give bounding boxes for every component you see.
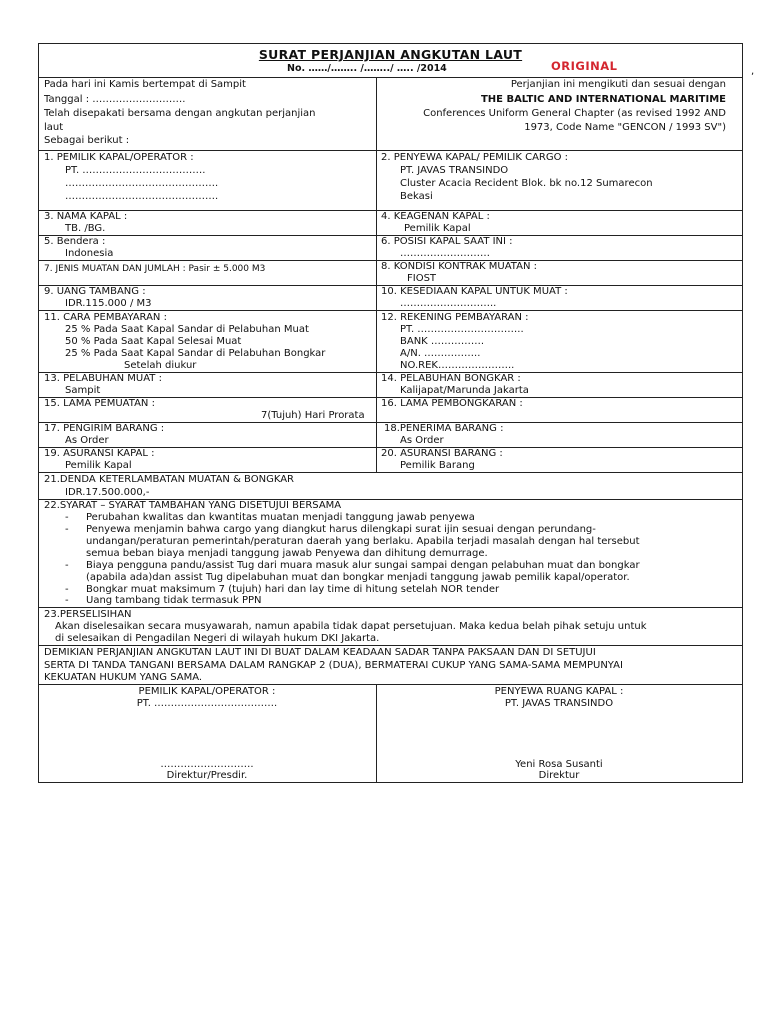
intro-left-line: Telah disepakati bersama dengan angkutan perjanjian — [44, 108, 316, 119]
intro-row — [39, 77, 742, 151]
row-13-14 — [39, 373, 742, 398]
section-2-line: Bekasi — [400, 191, 433, 202]
sign-left-title: Direktur/Presdir. — [166, 770, 248, 781]
condition-line: Bongkar muat maksimum 7 (tujuh) hari dan lay time di hitung setelah NOR tender — [86, 584, 500, 595]
row-1-2 — [39, 151, 742, 211]
section-4-value: Pemilik Kapal — [404, 223, 471, 234]
section-2-line: Cluster Acacia Recident Blok. bk no.12 Sumarecon — [400, 178, 653, 189]
intro-right-line: Conferences Uniform General Chapter (as revised 1992 AND — [423, 108, 726, 119]
section-20-value: Pemilik Barang — [400, 460, 475, 471]
section-15-value: 7(Tujuh) Hari Prorata — [261, 410, 365, 421]
section-18-label: 18.PENERIMA BARANG : — [384, 423, 504, 434]
section-11-line: 25 % Pada Saat Kapal Sandar di Pelabuhan Muat — [65, 324, 309, 335]
row-23 — [39, 608, 742, 646]
row-11-12 — [39, 311, 742, 373]
sign-left-company: PT. ………………………………. — [136, 698, 278, 709]
column-divider — [376, 77, 377, 473]
closing-line: KEKUATAN HUKUM YANG SAMA. — [44, 672, 203, 683]
section-13-label: 13. PELABUHAN MUAT : — [44, 373, 162, 384]
intro-left-line: laut — [44, 122, 64, 133]
signature-row — [39, 685, 742, 782]
section-21-label: 21.DENDA KETERLAMBATAN MUATAN & BONGKAR — [44, 474, 294, 485]
intro-left-line: Pada hari ini Kamis bertempat di Sampit — [44, 79, 246, 90]
section-18-value: As Order — [400, 435, 444, 446]
section-6-value: ……………………… — [400, 248, 490, 259]
section-5-label: 5. Bendera : — [44, 236, 106, 247]
section-2-line: PT. JAVAS TRANSINDO — [400, 165, 509, 176]
section-11-label: 11. CARA PEMBAYARAN : — [44, 312, 167, 323]
row-21 — [39, 473, 742, 500]
section-5-value: Indonesia — [65, 248, 114, 259]
section-22-label: 22.SYARAT – SYARAT TAMBAHAN YANG DISETUJUI BERSAMA — [44, 500, 342, 511]
condition-line: Uang tambang tidak termasuk PPN — [86, 595, 262, 606]
section-3-label: 3. NAMA KAPAL : — [44, 211, 128, 222]
section-11-line: 50 % Pada Saat Kapal Selesai Muat — [65, 336, 242, 347]
row-22 — [39, 500, 742, 608]
section-2-label: 2. PENYEWA KAPAL/ PEMILIK CARGO : — [381, 152, 569, 163]
section-16-label: 16. LAMA PEMBONGKARAN : — [381, 398, 523, 409]
bullet: - — [65, 560, 69, 571]
section-1-line: ………………………………………. — [65, 178, 219, 189]
section-7-label: 7. JENIS MUATAN DAN JUMLAH : Pasir ± 5.000 M3 — [44, 264, 266, 274]
sign-left-name: ………………………. — [160, 759, 254, 770]
condition-line: Biaya pengguna pandu/assist Tug dari muara masuk alur sungai sampai dengan pelabuhan muat dan bongkar — [86, 560, 640, 571]
section-1-line: ………………………………………. — [65, 191, 219, 202]
title-block — [39, 44, 742, 78]
section-19-value: Pemilik Kapal — [65, 460, 132, 471]
bullet: - — [65, 512, 69, 523]
section-9-label: 9. UANG TAMBANG : — [44, 286, 146, 297]
section-11-line: Setelah diukur — [124, 360, 197, 371]
dispute-line: di selesaikan di Pengadilan Negeri di wilayah hukum DKI Jakarta. — [55, 633, 380, 644]
row-19-20 — [39, 448, 742, 473]
row-15-16 — [39, 398, 742, 423]
bullet: - — [65, 524, 69, 535]
condition-line: undangan/peraturan pemerintah/peraturan daerah yang berlaku. Apabila terjadi masalah dengan hal tersebut — [86, 536, 640, 547]
row-5-6 — [39, 236, 742, 261]
section-12-line: A/N. …………….. — [400, 348, 481, 359]
section-10-label: 10. KESEDIAAN KAPAL UNTUK MUAT : — [381, 286, 568, 297]
document-title: SURAT PERJANJIAN ANGKUTAN LAUT — [258, 47, 523, 62]
closing-line: DEMIKIAN PERJANJIAN ANGKUTAN LAUT INI DI BUAT DALAM KEADAAN SADAR TANPA PAKSAAN DAN DI SETUJUI — [44, 647, 596, 658]
closing-row — [39, 646, 742, 685]
section-12-line: PT. ………………………….. — [400, 324, 524, 335]
intro-right-line: Perjanjian ini mengikuti dan sesuai dengan — [510, 79, 726, 90]
sign-right-title: Direktur — [538, 770, 580, 781]
sign-right-company: PT. JAVAS TRANSINDO — [504, 698, 614, 709]
section-1-label: 1. PEMILIK KAPAL/OPERATOR : — [44, 152, 194, 163]
section-14-label: 14. PELABUHAN BONGKAR : — [381, 373, 521, 384]
section-6-label: 6. POSISI KAPAL SAAT INI : — [381, 236, 513, 247]
bullet: - — [65, 584, 69, 595]
row-17-18 — [39, 423, 742, 448]
original-stamp: ORIGINAL — [551, 59, 618, 73]
section-1-line: PT. ………………………………. — [65, 165, 206, 176]
section-12-label: 12. REKENING PEMBAYARAN : — [381, 312, 529, 323]
row-9-10 — [39, 286, 742, 311]
intro-right-line: 1973, Code Name "GENCON / 1993 SV") — [524, 122, 726, 133]
section-14-value: Kalijapat/Marunda Jakarta — [400, 385, 529, 396]
row-3-4 — [39, 211, 742, 236]
section-8-label: 8. KONDISI KONTRAK MUATAN : — [381, 261, 538, 272]
sign-right-name: Yeni Rosa Susanti — [515, 759, 603, 770]
section-11-line: 25 % Pada Saat Kapal Sandar di Pelabuhan Bongkar — [65, 348, 326, 359]
closing-line: SERTA DI TANDA TANGANI BERSAMA DALAM RANGKAP 2 (DUA), BERMATERAI CUKUP YANG SAMA-SAMA MEMPUNYAI — [44, 660, 623, 671]
signature-divider — [376, 685, 377, 782]
dispute-line: Akan diselesaikan secara musyawarah, namun apabila tidak dapat persetujuan. Maka kedua belah pihak setuju untuk — [55, 621, 647, 632]
section-15-label: 15. LAMA PEMUATAN : — [44, 398, 155, 409]
agreement-document — [38, 43, 743, 783]
bullet: - — [65, 595, 69, 606]
section-3-value: TB. /BG. — [65, 223, 106, 234]
section-9-value: IDR.115.000 / M3 — [65, 298, 152, 309]
sign-right-role: PENYEWA RUANG KAPAL : — [494, 686, 624, 697]
section-4-label: 4. KEAGENAN KAPAL : — [381, 211, 490, 222]
intro-right-line: THE BALTIC AND INTERNATIONAL MARITIME — [480, 94, 726, 105]
section-17-label: 17. PENGIRIM BARANG : — [44, 423, 165, 434]
section-23-label: 23.PERSELISIHAN — [44, 609, 132, 620]
section-12-line: BANK ……………. — [400, 336, 485, 347]
section-21-value: IDR.17.500.000,- — [65, 487, 150, 498]
intro-left-line: Tanggal : ………………………. — [44, 94, 186, 105]
condition-line: (apabila ada)dan assist Tug dipelabuhan muat dan bongkar menjadi tanggung jawab pemilik kapal/operator. — [86, 572, 630, 583]
section-19-label: 19. ASURANSI KAPAL : — [44, 448, 155, 459]
section-20-label: 20. ASURANSI BARANG : — [381, 448, 503, 459]
condition-line: semua beban biaya menjadi tanggung jawab Penyewa dan dihitung demurrage. — [86, 548, 488, 559]
section-12-line: NO.REK………………….. — [400, 360, 515, 371]
section-13-value: Sampit — [65, 385, 101, 396]
section-10-value: ……………………….. — [400, 298, 497, 309]
sign-left-role: PEMILIK KAPAL/OPERATOR : — [138, 686, 276, 697]
condition-line: Perubahan kwalitas dan kwantitas muatan menjadi tanggung jawab penyewa — [86, 512, 475, 523]
section-17-value: As Order — [65, 435, 109, 446]
intro-left-line: Sebagai berikut : — [44, 135, 130, 146]
section-8-value: FIOST — [407, 273, 437, 284]
margin-mark: , — [751, 66, 755, 77]
row-7-8 — [39, 261, 742, 286]
condition-line: Penyewa menjamin bahwa cargo yang diangkut harus dilengkapi surat ijin sesuai dengan perundang- — [86, 524, 596, 535]
document-number: No. ……/…….. /……../ ….. /2014 — [287, 63, 447, 74]
